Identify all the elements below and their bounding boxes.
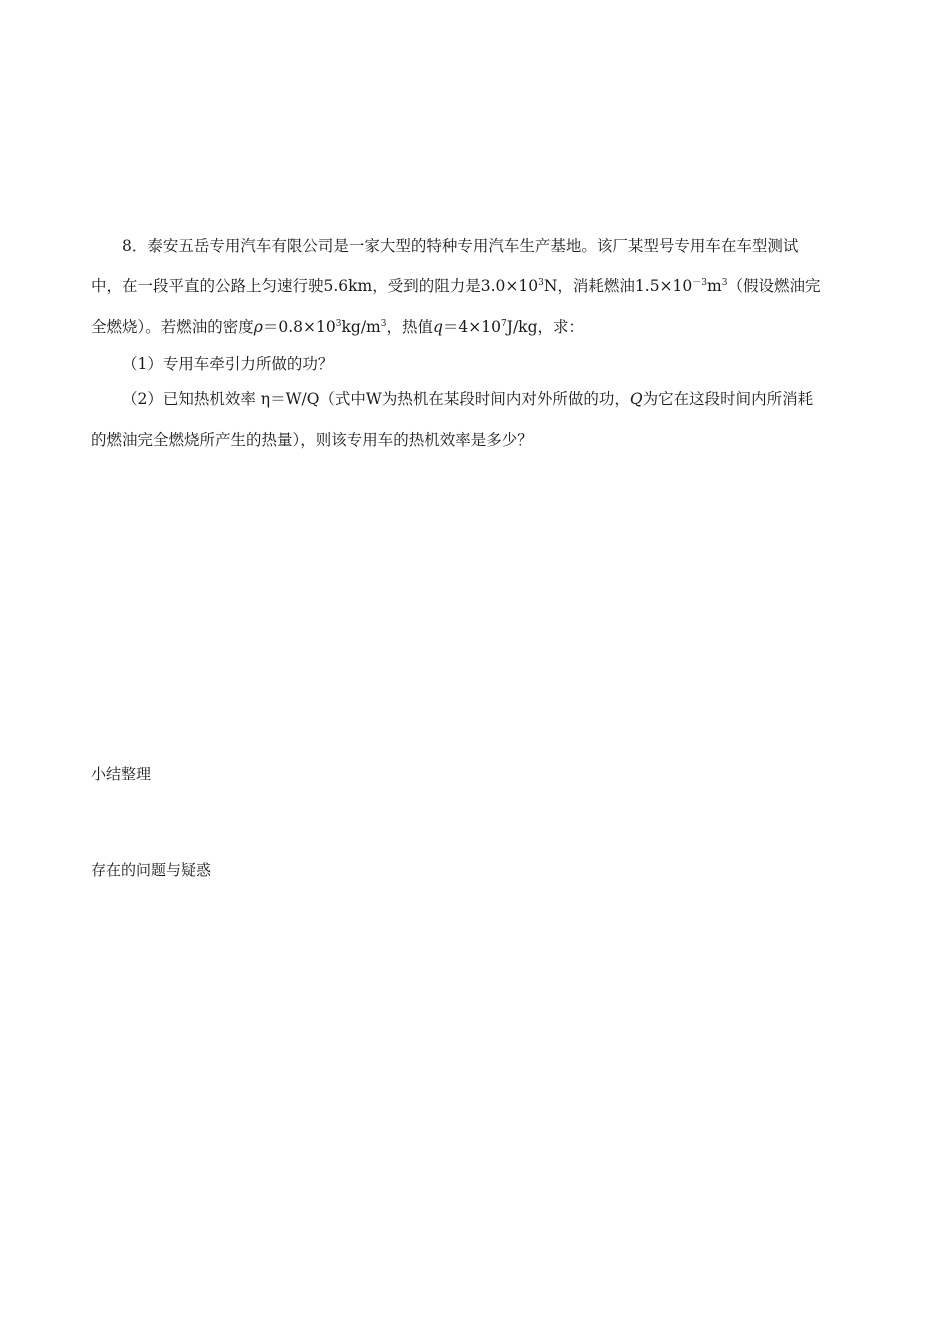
summary-heading: 小结整理 bbox=[91, 765, 152, 783]
problem-line-2: 中，在一段平直的公路上匀速行驶5.6km，受到的阻力是$3.0\times 10^3N$，消耗燃油$1.5\times 10^{-3}m^3$（假设燃油完 bbox=[91, 277, 821, 295]
sub-question-1: （1）专用车牵引力所做的功？ bbox=[122, 355, 334, 373]
problem-line-1: 8．泰安五岳专用汽车有限公司是一家大型的特种专用汽车生产基地。该厂某型号专用车在车型测试 bbox=[122, 237, 799, 255]
questions-heading: 存在的问题与疑惑 bbox=[91, 861, 212, 879]
sub-question-2-line-1: （2）已知热机效率 η＝W/Q（式中W为热机在某段时间内对外所做的功，Q为它在这段时间内所消耗 bbox=[122, 390, 814, 408]
sub-question-2-line-2: 的燃油完全燃烧所产生的热量），则该专用车的热机效率是多少？ bbox=[91, 431, 533, 449]
problem-line-3: 全燃烧）。若燃油的密度$\rho=0.8\times 10^3kg/m^3$，热值$q=4\times 10^7J/kg$，求： bbox=[91, 318, 584, 336]
